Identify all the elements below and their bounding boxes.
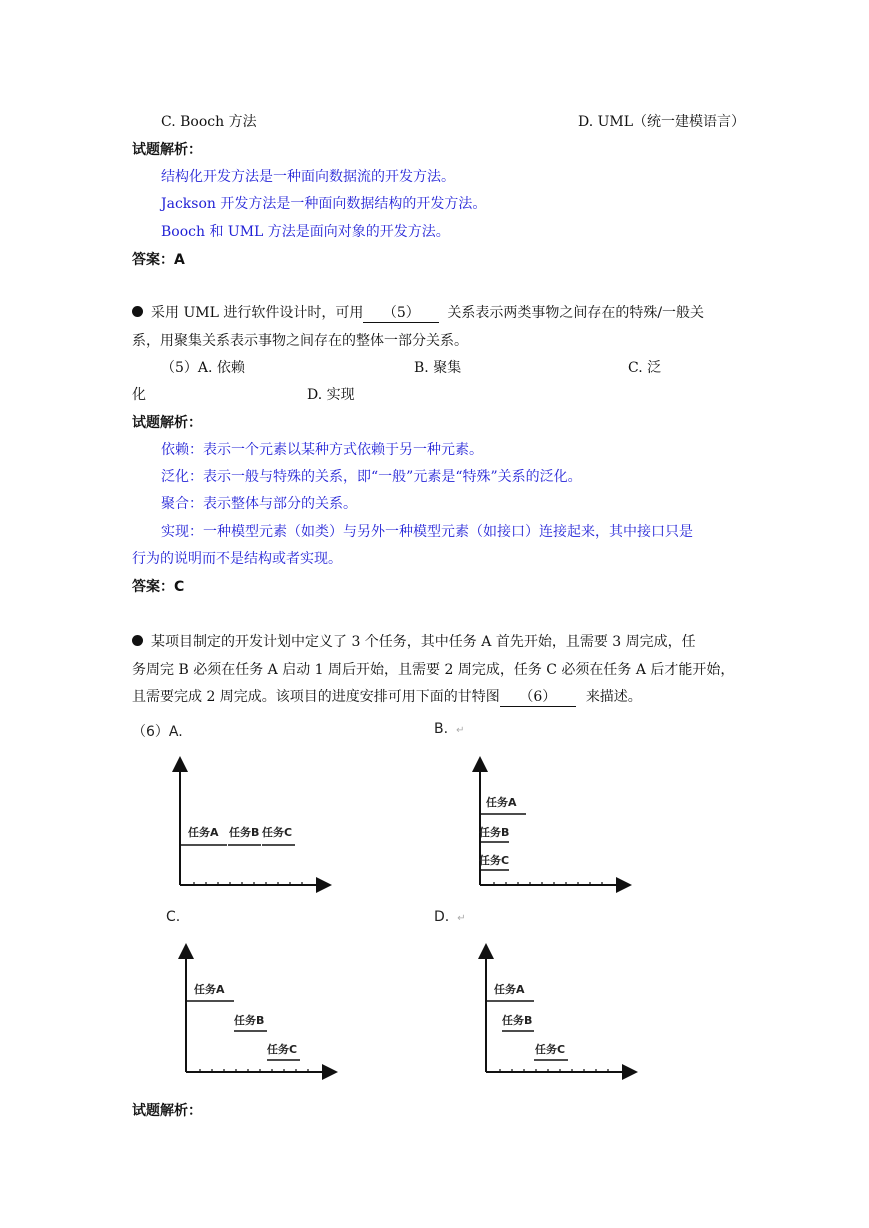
figure-a-label: （6）A.	[132, 724, 183, 740]
figure-b-label	[434, 721, 464, 737]
figure-c-label: C.	[166, 909, 181, 925]
q5-option-c: C. 泛	[628, 360, 662, 376]
task-label-a: 任务A	[486, 796, 517, 809]
task-label-a: 任务A	[494, 983, 525, 996]
q5-option-c-cont: 化	[132, 387, 146, 403]
q6-blank: （6）	[500, 689, 576, 707]
return-mark-icon: ↵	[456, 725, 465, 736]
task-label-c: 任务C	[479, 854, 510, 867]
q4-analysis-label: 试题解析：	[132, 142, 202, 158]
q5-stem-line1	[132, 303, 704, 323]
q6-analysis-label: 试题解析：	[132, 1103, 202, 1119]
q4-option-d: D. UML（统一建模语言）	[578, 114, 746, 130]
q5-analysis-line: 依赖：表示一个元素以某种方式依赖于另一种元素。	[161, 442, 483, 458]
answer-value: C	[174, 579, 185, 595]
q5-analysis-line: 泛化：表示一般与特殊的关系，即“一般”元素是“特殊”关系的泛化。	[161, 469, 582, 485]
gantt-chart-a	[170, 758, 335, 893]
q5-blank: （5）	[363, 305, 439, 323]
q5-analysis-line: 聚合：表示整体与部分的关系。	[161, 496, 357, 512]
q5-stem-line2: 系，用聚集关系表示事物之间存在的整体一部分关系。	[132, 333, 468, 349]
q4-analysis-line: Jackson 开发方法是一种面向数据结构的开发方法。	[161, 196, 487, 212]
task-label-a: 任务A	[188, 826, 219, 839]
gantt-chart-d	[476, 945, 641, 1080]
return-mark-icon: ↵	[457, 913, 466, 924]
bullet-icon	[132, 306, 143, 317]
answer-value: A	[174, 252, 185, 268]
q5-analysis-line: 实现：一种模型元素（如类）与另外一种模型元素（如接口）连接起来，其中接口只是	[161, 524, 693, 540]
q6-stem-line1	[132, 632, 696, 652]
q4-analysis-line: Booch 和 UML 方法是面向对象的开发方法。	[161, 224, 450, 240]
q5-analysis-line: 行为的说明而不是结构或者实现。	[132, 551, 342, 567]
task-label-c: 任务C	[262, 826, 293, 839]
q4-answer	[132, 250, 185, 270]
q5-stem-post: 关系表示两类事物之间存在的特殊/一般关	[447, 305, 705, 321]
q5-stem-pre: 采用 UML 进行软件设计时，可用	[151, 305, 364, 321]
q5-option-d: D. 实现	[307, 387, 355, 403]
q4-analysis-line: 结构化开发方法是一种面向数据流的开发方法。	[161, 169, 455, 185]
q6-stem-post: 来描述。	[585, 689, 642, 705]
q6-stem-pre: 且需要完成 2 周完成。该项目的进度安排可用下面的甘特图	[132, 689, 500, 705]
task-label-b: 任务B	[479, 826, 510, 839]
answer-label: 答案：	[132, 252, 174, 268]
task-label-b: 任务B	[234, 1014, 265, 1027]
q4-option-c: C. Booch 方法	[161, 114, 257, 130]
bullet-icon	[132, 635, 143, 646]
q5-answer	[132, 577, 184, 597]
q5-option-b: B. 聚集	[414, 360, 462, 376]
q6-stem-line1-text: 某项目制定的开发计划中定义了 3 个任务，其中任务 A 首先开始，且需要 3 周完成，任	[151, 634, 696, 650]
gantt-chart-c	[176, 945, 341, 1080]
task-label-a: 任务A	[194, 983, 225, 996]
task-label-b: 任务B	[229, 826, 260, 839]
q6-stem-line2: 务周完 B 必须在任务 A 启动 1 周后开始，且需要 2 周完成，任务 C 必须在任务 A 后才能开始，	[132, 662, 735, 678]
figure-b-letter: B.	[434, 721, 449, 737]
figure-d-letter: D.	[434, 909, 450, 925]
q5-option-a: （5）A. 依赖	[161, 360, 245, 376]
answer-label: 答案：	[132, 579, 174, 595]
q6-stem-line3	[132, 687, 642, 707]
q5-analysis-label: 试题解析：	[132, 415, 202, 431]
figure-d-label	[434, 909, 466, 925]
task-label-b: 任务B	[502, 1014, 533, 1027]
gantt-chart-b	[470, 758, 635, 893]
task-label-c: 任务C	[267, 1043, 298, 1056]
task-label-c: 任务C	[535, 1043, 566, 1056]
